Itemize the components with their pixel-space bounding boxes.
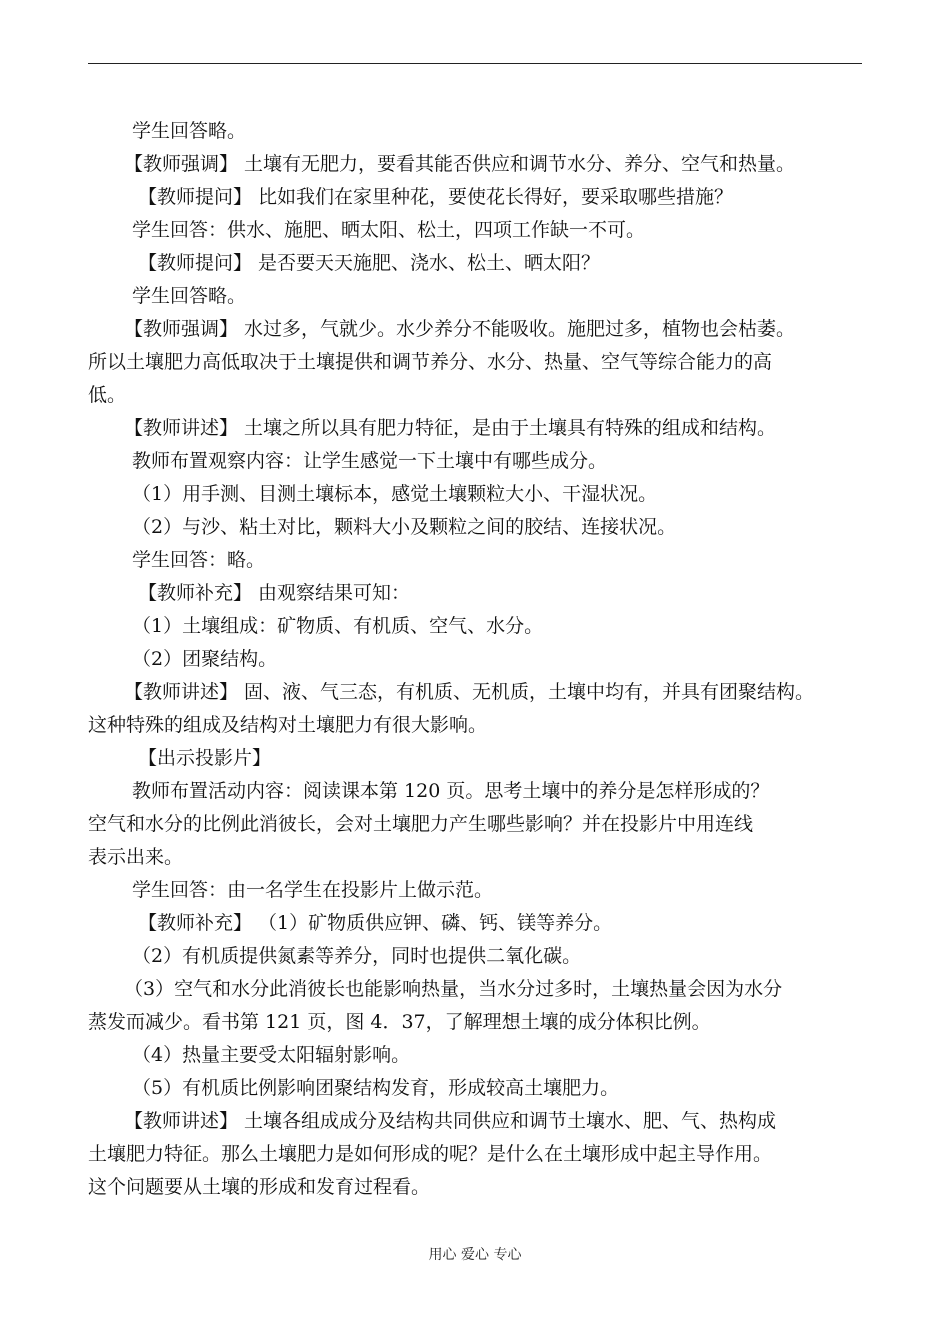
paragraph-line: 学生回答略。: [132, 285, 247, 307]
document-body: [88, 115, 864, 1204]
header-rule: [88, 63, 862, 64]
page-footer: 用心 爱心 专心: [428, 1247, 522, 1263]
paragraph-line: 【教师补充】 由观察结果可知：: [138, 582, 411, 604]
paragraph-line: 【教师提问】 比如我们在家里种花，要使花长得好，要采取哪些措施？: [138, 186, 734, 208]
paragraph-line: 学生回答：由一名学生在投影片上做示范。: [132, 879, 494, 901]
paragraph-line: （5）有机质比例影响团聚结构发育，形成较高土壤肥力。: [132, 1077, 620, 1099]
paragraph-line: 【教师补充】 （1）矿物质供应钾、磷、钙、镁等养分。: [138, 912, 613, 934]
paragraph-line: 低。: [88, 384, 127, 406]
paragraph-line: 【教师提问】 是否要天天施肥、浇水、松土、晒太阳？: [138, 252, 601, 274]
paragraph-line: 【教师讲述】 土壤各组成成分及结构共同供应和调节土壤水、肥、气、热构成: [124, 1110, 777, 1132]
paragraph-line: 【出示投影片】: [138, 747, 272, 769]
paragraph-line: 表示出来。: [88, 846, 184, 868]
paragraph-line: 学生回答略。: [132, 120, 247, 142]
paragraph-line: 所以土壤肥力高低取决于土壤提供和调节养分、水分、热量、空气等综合能力的高: [88, 351, 773, 373]
paragraph-line: 蒸发而减少。看书第 121 页，图 4．37，了解理想土壤的成分体积比例。: [88, 1011, 711, 1033]
paragraph-line: 学生回答：供水、施肥、晒太阳、松土，四项工作缺一不可。: [132, 219, 646, 241]
paragraph-line: 土壤肥力特征。那么土壤肥力是如何形成的呢？是什么在土壤形成中起主导作用。: [88, 1143, 773, 1165]
paragraph-line: （2）有机质提供氮素等养分，同时也提供二氧化碳。: [132, 945, 582, 967]
paragraph-line: （1）用手测、目测土壤标本，感觉土壤颗粒大小、干湿状况。: [132, 483, 658, 505]
paragraph-line: （4）热量主要受太阳辐射影响。: [132, 1044, 411, 1066]
paragraph-line: 【教师强调】 水过多，气就少。水少养分不能吸收。施肥过多，植物也会枯萎。: [124, 318, 796, 340]
paragraph-line: （3）空气和水分此消彼长也能影响热量，当水分过多时，土壤热量会因为水分: [124, 978, 783, 1000]
paragraph-line: （2）团聚结构。: [132, 648, 278, 670]
paragraph-line: 这个问题要从土壤的形成和发育过程看。: [88, 1176, 431, 1198]
paragraph-line: 教师布置活动内容：阅读课本第 120 页。思考土壤中的养分是怎样形成的？: [132, 780, 770, 802]
paragraph-line: （2）与沙、粘土对比，颗料大小及颗粒之间的胶结、连接状况。: [132, 516, 677, 538]
paragraph-line: 【教师讲述】 固、液、气三态，有机质、无机质，土壤中均有，并具有团聚结构。: [124, 681, 815, 703]
paragraph-line: （1）土壤组成：矿物质、有机质、空气、水分。: [132, 615, 544, 637]
paragraph-line: 【教师讲述】 土壤之所以具有肥力特征，是由于土壤具有特殊的组成和结构。: [124, 417, 777, 439]
paragraph-line: 教师布置观察内容：让学生感觉一下土壤中有哪些成分。: [132, 450, 608, 472]
paragraph-line: 【教师强调】 土壤有无肥力，要看其能否供应和调节水分、养分、空气和热量。: [124, 153, 796, 175]
paragraph-line: 这种特殊的组成及结构对土壤肥力有很大影响。: [88, 714, 488, 736]
paragraph-line: 空气和水分的比例此消彼长，会对土壤肥力产生哪些影响？并在投影片中用连线: [88, 813, 754, 835]
paragraph-line: 学生回答：略。: [132, 549, 266, 571]
